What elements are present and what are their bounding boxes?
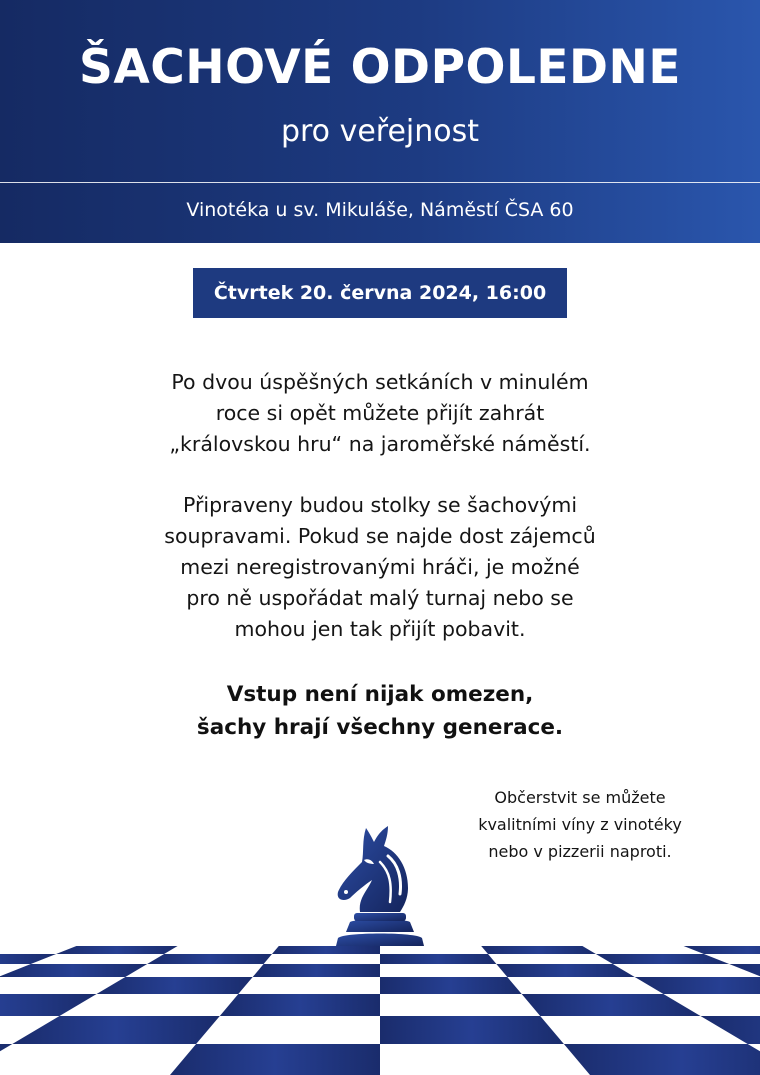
- subtitle: pro veřejnost: [280, 114, 480, 149]
- board-square: [564, 1044, 760, 1075]
- board-square: [380, 1016, 564, 1044]
- venue-address: Vinotéka u sv. Mikuláše, Náměstí ČSA 60: [186, 199, 574, 221]
- intro-paragraph: [100, 367, 660, 460]
- board-square: [481, 946, 596, 954]
- board-square: [0, 1044, 12, 1075]
- details-line: soupravami. Pokud se najde dost zájemců: [164, 524, 596, 548]
- board-square: [0, 954, 56, 964]
- emphasis-line: Vstup není nijak omezen,: [226, 682, 534, 707]
- emphasis-paragraph: [100, 678, 660, 744]
- event-date-badge: [193, 268, 567, 318]
- refreshments-line: kvalitními víny z vinotéky: [478, 815, 682, 834]
- details-line: mohou jen tak přijít pobavit.: [234, 617, 526, 641]
- details-paragraph: [100, 490, 660, 645]
- board-square: [97, 977, 253, 994]
- chess-knight-icon: [332, 822, 428, 948]
- details-line: Připraveny budou stolky se šachovými: [182, 493, 578, 517]
- chessboard-graphic: [0, 946, 760, 1075]
- board-square: [0, 994, 97, 1016]
- intro-line: „královskou hru“ na jaroměřské náměstí.: [169, 432, 591, 456]
- details-line: mezi neregistrovanými hráči, je možné: [180, 555, 580, 579]
- board-square: [496, 964, 634, 977]
- board-square: [684, 946, 760, 954]
- event-date-text: Čtvrtek 20. června 2024, 16:00: [213, 282, 547, 304]
- board-square: [220, 994, 380, 1016]
- header-divider: [0, 182, 760, 183]
- board-square: [596, 954, 729, 964]
- intro-line: Po dvou úspěšných setkáních v minulém: [171, 370, 589, 394]
- board-square: [56, 946, 178, 954]
- board-square: [253, 964, 380, 977]
- refreshments-line: nebo v pizzerii naproti.: [488, 842, 672, 861]
- emphasis-line: šachy hrají všechny generace.: [196, 715, 564, 740]
- intro-line: roce si opět můžete přijít zahrát: [215, 401, 545, 425]
- board-square: [147, 954, 272, 964]
- board-square: [522, 994, 701, 1016]
- board-square: [12, 1016, 220, 1044]
- board-square: [701, 1016, 760, 1044]
- board-square: [380, 977, 522, 994]
- board-square: [635, 977, 760, 994]
- details-line: pro ně uspořádat malý turnaj nebo se: [186, 586, 574, 610]
- refreshments-note: [430, 784, 730, 865]
- board-square: [380, 954, 496, 964]
- page-title: ŠACHOVÉ ODPOLEDNE: [79, 40, 681, 95]
- refreshments-line: Občerstvit se můžete: [494, 788, 666, 807]
- board-square: [170, 1044, 380, 1075]
- board-square: [729, 964, 760, 977]
- header-banner: [0, 0, 760, 243]
- board-square: [0, 964, 147, 977]
